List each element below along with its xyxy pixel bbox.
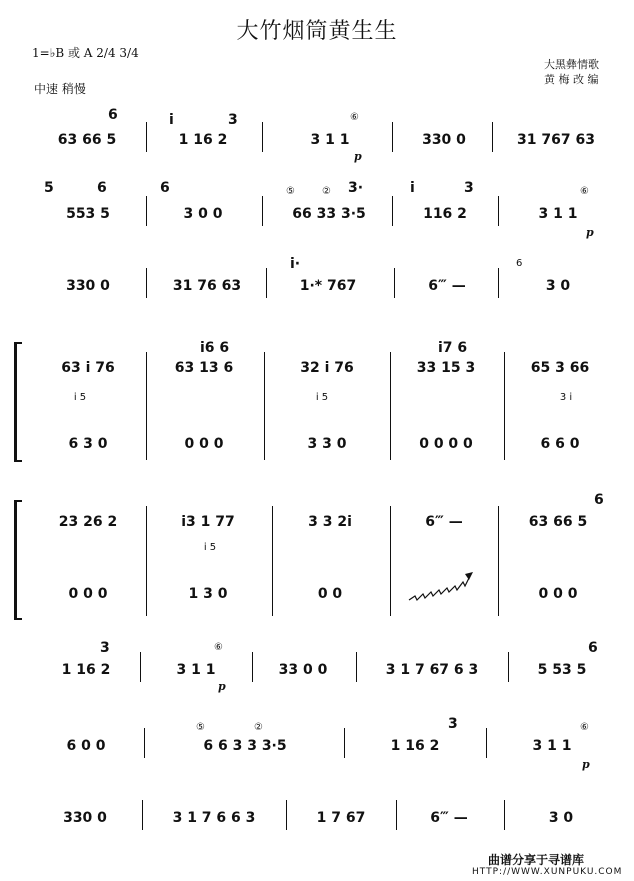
bar-line (390, 352, 391, 460)
upper-note: i (410, 180, 415, 196)
bar-line (498, 268, 499, 298)
string-number: ⑤ (196, 722, 205, 733)
measure: 65 3 66 (530, 360, 590, 376)
chord-stack: 3 i (559, 392, 573, 403)
measure: 3 1 1 (310, 132, 350, 148)
measure: 6 6 3 3 3·5 (203, 738, 287, 754)
measure: 6 0 0 (66, 738, 106, 754)
bar-line (390, 506, 391, 616)
string-number: ② (254, 722, 263, 733)
bar-line (262, 196, 263, 226)
string-number: ② (322, 186, 331, 197)
bar-line (264, 352, 265, 460)
string-number: ⑥ (214, 642, 223, 653)
bar-line (492, 122, 493, 152)
source-credit: 大黑彝情歌 (544, 58, 599, 71)
upper-note: 3 (464, 180, 474, 196)
chord-stack: i 5 (73, 392, 87, 403)
measure: 116 2 (423, 206, 467, 222)
dynamic-piano: p (586, 226, 594, 239)
footer-url: HTTP://WWW.XUNPUKU.COM (472, 867, 623, 877)
measure: 6‴ — (425, 514, 463, 530)
bar-line (394, 268, 395, 298)
measure: 5 53 5 (537, 662, 587, 678)
bar-line (146, 268, 147, 298)
system-bracket (14, 342, 17, 462)
measure: 66 33 3·5 (292, 206, 366, 222)
bar-line (344, 728, 345, 758)
measure: 0 0 0 0 (419, 436, 473, 452)
upper-note: 3 (228, 112, 238, 128)
measure: 33 15 3 (416, 360, 476, 376)
key-signature: 1=♭B 或 A 2/4 3/4 (32, 46, 139, 60)
upper-note: i· (290, 256, 301, 272)
measure: 63 66 5 (57, 132, 117, 148)
glissando-line (407, 568, 475, 604)
upper-note: 5 (44, 180, 54, 196)
score-title: 大竹烟筒黄生生 (236, 19, 398, 44)
bar-line (508, 652, 509, 682)
measure: 6‴ — (428, 278, 466, 294)
bar-line (262, 122, 263, 152)
measure: 3 1 1 (176, 662, 216, 678)
measure: 31 76 63 (172, 278, 242, 294)
measure: 330 0 (63, 810, 107, 826)
bar-line (140, 652, 141, 682)
measure: 33 0 0 (278, 662, 328, 678)
chord-stack: i 5 (203, 542, 217, 553)
measure: 3 1 7 67 6 3 (385, 662, 479, 678)
measure: 0 0 (317, 586, 343, 602)
bar-line (486, 728, 487, 758)
bar-line (144, 728, 145, 758)
measure: 3 1 1 (538, 206, 578, 222)
measure: 0 0 0 (184, 436, 224, 452)
measure: 3 0 (548, 810, 574, 826)
upper-note: i7 6 (438, 340, 468, 356)
bar-line (146, 352, 147, 460)
upper-note: 3 (448, 716, 458, 732)
measure: 6 3 0 (68, 436, 108, 452)
bar-line (146, 506, 147, 616)
measure: i3 1 77 (181, 514, 235, 530)
upper-note: 6 (594, 492, 604, 508)
measure: 3 3 0 (307, 436, 347, 452)
measure: 63 66 5 (528, 514, 588, 530)
dynamic-piano: p (218, 680, 226, 693)
upper-note: 6 (588, 640, 598, 656)
upper-note: 3· (348, 180, 364, 196)
measure: 0 0 0 (538, 586, 578, 602)
measure: 3 3 2i (308, 514, 352, 530)
bar-line (356, 652, 357, 682)
measure: 1·* 767 (299, 278, 357, 294)
measure: 32 i 76 (300, 360, 354, 376)
measure: 1 7 67 (316, 810, 366, 826)
bar-line (146, 196, 147, 226)
string-number: ⑥ (580, 722, 589, 733)
measure: 63 13 6 (174, 360, 234, 376)
upper-note: 3 (100, 640, 110, 656)
measure: 31 767 63 (517, 132, 595, 148)
chord-stack: i 5 (315, 392, 329, 403)
measure: 1 16 2 (178, 132, 228, 148)
upper-note: i (169, 112, 174, 128)
dynamic-piano: p (582, 758, 590, 771)
measure: 330 0 (422, 132, 466, 148)
bar-line (498, 196, 499, 226)
measure: 3 0 0 (183, 206, 223, 222)
bar-line (392, 196, 393, 226)
measure: 1 3 0 (188, 586, 228, 602)
arranger-credit: 黄 梅 改 编 (544, 73, 599, 86)
measure: 0 0 0 (68, 586, 108, 602)
measure: 23 26 2 (58, 514, 118, 530)
tempo-marking: 中速 稍慢 (34, 82, 86, 96)
measure: 1 16 2 (390, 738, 440, 754)
bar-line (392, 122, 393, 152)
upper-note: i6 6 (200, 340, 230, 356)
bar-line (142, 800, 143, 830)
upper-note: 6 (97, 180, 107, 196)
upper-note: 6 (108, 107, 118, 123)
bar-line (498, 506, 499, 616)
bar-line (266, 268, 267, 298)
measure: 6‴ — (430, 810, 468, 826)
measure: 3 1 1 (532, 738, 572, 754)
bar-line (252, 652, 253, 682)
upper-note: 6 (160, 180, 170, 196)
measure: 553 5 (66, 206, 110, 222)
bar-line (504, 800, 505, 830)
bar-line (286, 800, 287, 830)
bar-line (396, 800, 397, 830)
system-bracket (14, 500, 17, 620)
measure: 330 0 (66, 278, 110, 294)
grace-note: 6 (516, 258, 523, 269)
string-number: ⑥ (350, 112, 359, 123)
measure: 3 1 7 6 6 3 (172, 810, 256, 826)
measure: 63 i 76 (61, 360, 115, 376)
bar-line (272, 506, 273, 616)
footer-brand: 曲谱分享于寻谱库 (488, 853, 585, 867)
string-number: ⑥ (580, 186, 589, 197)
dynamic-piano: p (354, 150, 362, 163)
string-number: ⑤ (286, 186, 295, 197)
measure: 3 0 (545, 278, 571, 294)
measure: 1 16 2 (61, 662, 111, 678)
bar-line (504, 352, 505, 460)
measure: 6 6 0 (540, 436, 580, 452)
bar-line (146, 122, 147, 152)
